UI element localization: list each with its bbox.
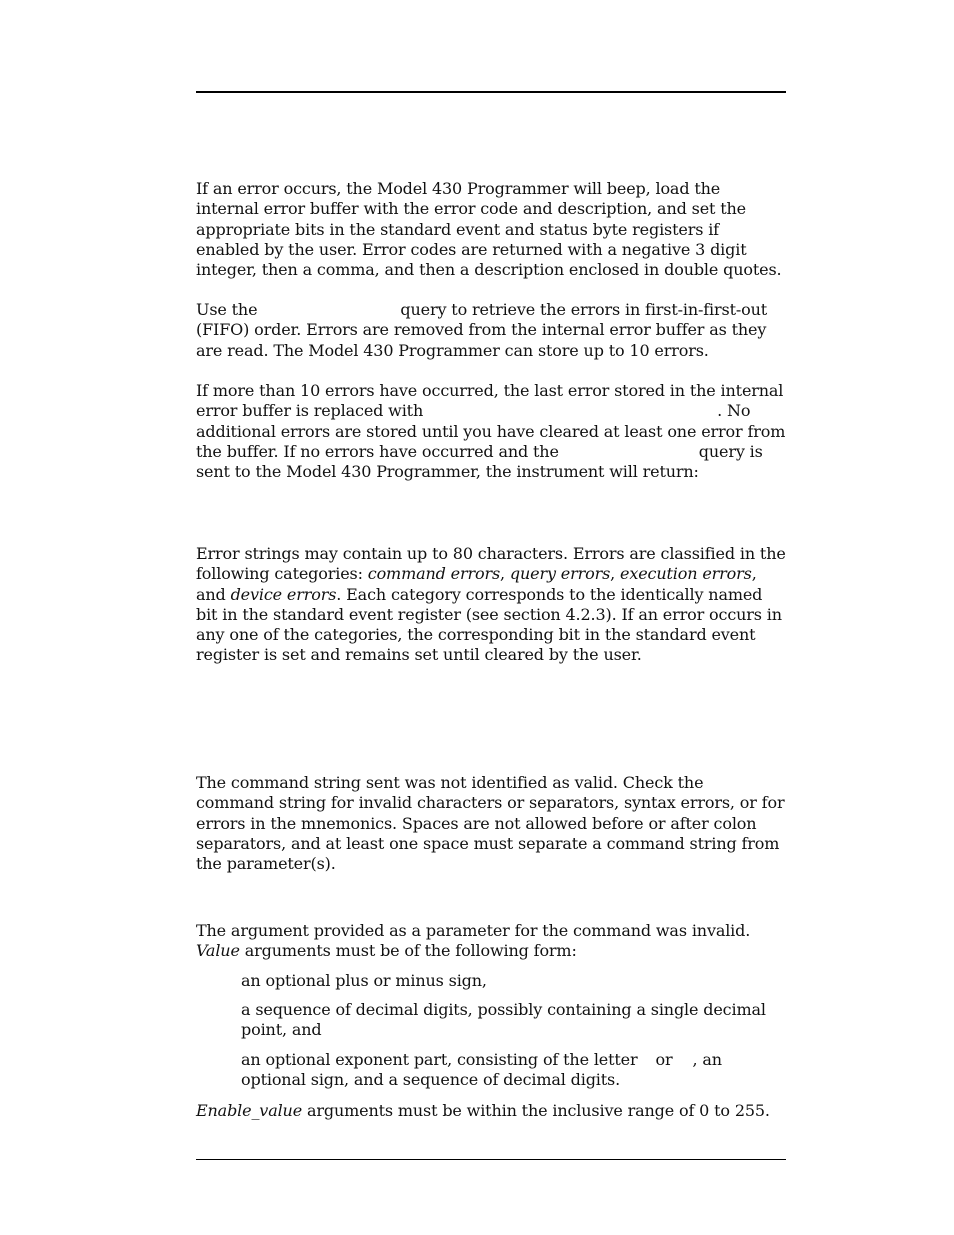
list-item-text: or	[655, 1050, 673, 1069]
term-command-errors: command errors	[367, 564, 501, 584]
paragraph-text: If an error occurs, the Model 430 Programmer will beep, load the internal error buffer with the error code and description, and set the appropriate bits in the standard event and status byte registers if enabled by the user. Error codes are returned with a negative 3 digit integer, then a comma, and then a description enclosed in double quotes.	[196, 179, 782, 280]
paragraph-text: Use the	[196, 300, 258, 319]
paragraph-text: arguments must be within the inclusive range of 0 to 255.	[302, 1101, 770, 1120]
paragraph-text: The command string sent was not identified as valid. Check the command string for invalid characters or separators, syntax errors, or for errors in the mnemonics. Spaces are not allowed before or after colon separators, and at least one space must separate a command string from the parameter(s).	[196, 773, 785, 874]
list-item	[241, 1050, 786, 1091]
separator: ,	[610, 564, 621, 584]
paragraph-error-overview	[196, 179, 786, 280]
paragraph-error-overflow	[196, 381, 786, 482]
paragraph-text: query is sent to the Model 430 Programmer, the instrument will return:	[196, 441, 763, 482]
list-item	[241, 1000, 786, 1041]
term-device-errors: device errors	[230, 584, 337, 604]
paragraph-error-categories	[196, 544, 786, 666]
paragraph-error-query	[196, 300, 786, 361]
paragraph-text: The argument provided as a parameter for the command was invalid.	[196, 921, 751, 940]
paragraph-text: Error strings may contain up to 80 characters. Errors are classified in the following categories:	[196, 544, 786, 584]
list-item-text: an optional plus or minus sign,	[241, 971, 487, 990]
list-item-text: an optional exponent part, consisting of the letter	[241, 1050, 638, 1069]
paragraph-text: If more than 10 errors have occurred, the last error stored in the internal error buffer is replaced with	[196, 381, 784, 421]
header-rule	[196, 91, 786, 93]
term-query-errors: query errors	[509, 564, 611, 584]
term-execution-errors: execution errors	[620, 564, 752, 584]
separator: ,	[500, 564, 510, 584]
paragraph-unrecognized-command	[196, 773, 786, 874]
list-item-text: , an optional sign, and a sequence of decimal digits.	[241, 1050, 722, 1090]
list-item	[241, 971, 786, 991]
paragraph-invalid-argument	[196, 921, 786, 962]
separator: , and	[196, 564, 757, 604]
term-value: Value	[196, 941, 240, 961]
paragraph-text: query to retrieve the errors in first-in-first-out (FIFO) order. Errors are removed from the internal error buffer as they are read. The Model 430 Programmer can store up to 10 errors.	[196, 300, 768, 360]
paragraph-text: . Each category corresponds to the identically named bit in the standard event register (see section 4.2.3). If an error occurs in any one of the categories, the corresponding bit in the standard event register is set and remains set until cleared by the user.	[196, 584, 782, 665]
list-item-text: a sequence of decimal digits, possibly containing a single decimal point, and	[241, 1000, 766, 1040]
footer-rule	[196, 1159, 786, 1160]
paragraph-text: arguments must be of the following form:	[239, 941, 577, 961]
term-enable-value: Enable_value	[196, 1101, 303, 1120]
paragraph-enable-value	[196, 1101, 786, 1121]
paragraph-text: . No additional errors are stored until you have cleared at least one error from the buffer. If no errors have occurred and the	[196, 401, 786, 461]
